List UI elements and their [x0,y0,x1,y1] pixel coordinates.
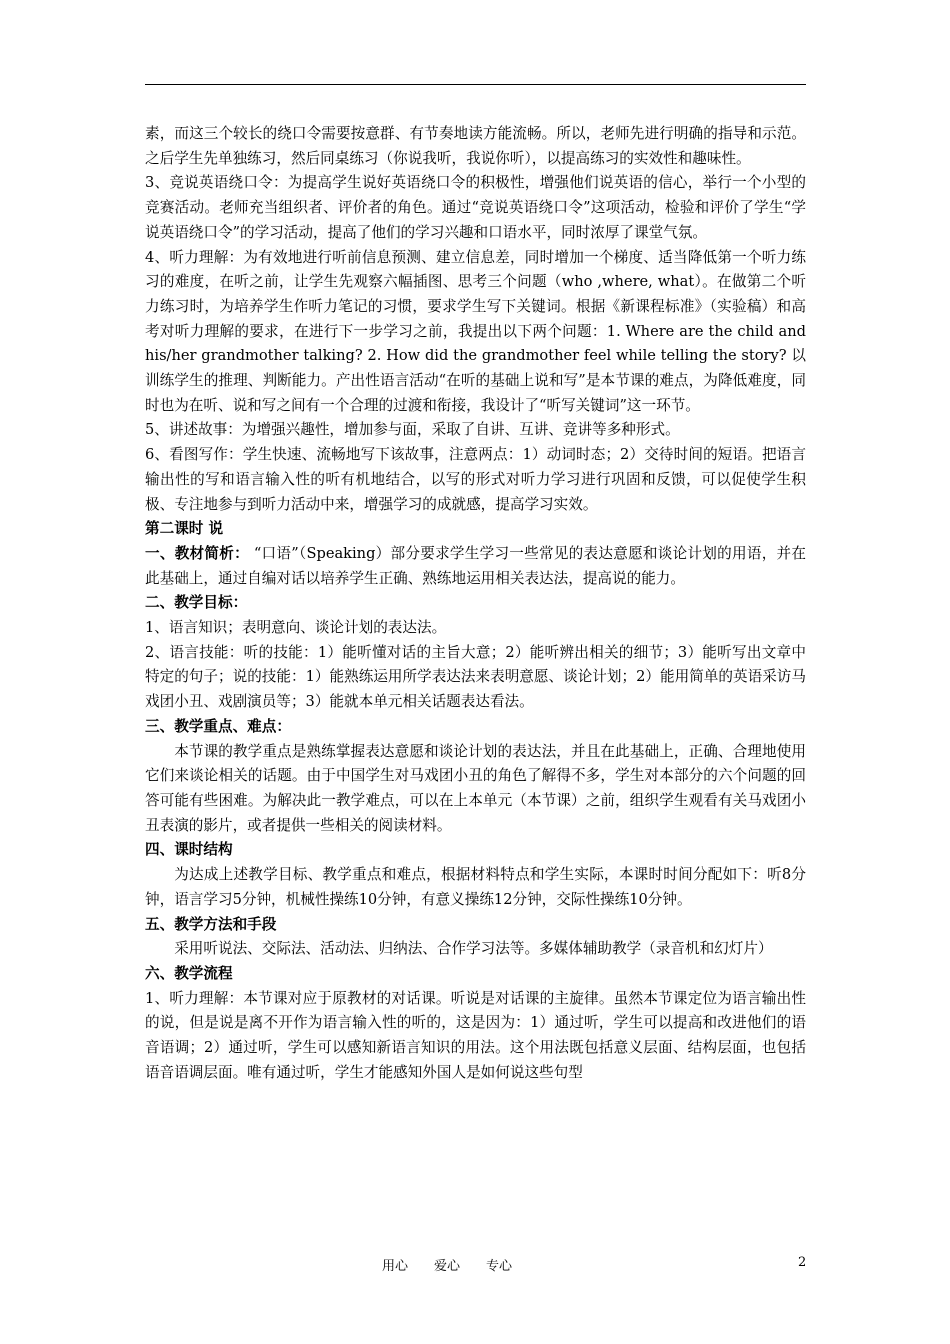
paragraph-text: 为达成上述教学目标、教学重点和难点，根据材料特点和学生实际，本课时时间分配如下：听8分钟，语言学习5分钟，机械性操练10分钟，有意义操练12分钟，交际性操练10分钟。 [145,866,806,908]
body-paragraph [145,641,806,715]
body-paragraph [145,863,806,912]
paragraph-text: 素，而这三个较长的绕口令需要按意群、有节奏地读方能流畅。所以，老师先进行明确的指导和示范。之后学生先单独练习，然后同桌练习（你说我听，我说你听），以提高练习的实效性和趣味性。 [145,125,806,167]
body-paragraph [145,246,806,419]
section-heading [145,913,806,938]
body-paragraph [145,122,806,171]
paragraph-text: “口语”（Speaking）部分要求学生学习一些常见的表达意愿和谈论计划的用语，并在此基础上，通过自编对话以培养学生正确、熟练地运用相关表达法，提高说的能力。 [145,544,806,587]
paragraph-text: 6、看图写作：学生快速、流畅地写下该故事，注意两点：1）动词时态；2）交待时间的短语。把语言输出性的写和语言输入性的听有机地结合，以写的形式对听力学习进行巩固和反馈，可以促使学生积极、专注地参与到听力活动中来，增强学习的成就感，提高学习实效。 [145,446,806,513]
body-paragraph [145,987,806,1086]
body-paragraph [145,740,806,839]
paragraph-text: 5、讲述故事：为增强兴趣性，增加参与面，采取了自讲、互讲、竞讲等多种形式。 [145,421,680,439]
body-paragraph [145,542,806,591]
paragraph-text: 3、竞说英语绕口令：为提高学生说好英语绕口令的积极性，增强他们说英语的信心，举行一个小型的竞赛活动。老师充当组织者、评价者的角色。通过“竞说英语绕口令”这项活动，检验和评价了学生“学说英语绕口令”的学习活动，提高了他们的学习兴趣和口语水平，同时浓厚了课堂气氛。 [145,174,806,241]
section-heading [145,517,806,542]
paragraph-text: 采用听说法、交际法、活动法、归纳法、合作学习法等。多媒体辅助教学（录音机和幻灯片） [174,940,773,958]
heading-text: 三、教学重点、难点： [145,717,291,735]
heading-text: 五、教学方法和手段 [145,915,277,933]
paragraph-text: 2、语言技能：听的技能：1）能听懂对话的主旨大意；2）能听辨出相关的细节；3）能听写出文章中特定的句子；说的技能：1）能熟练运用所学表达法来表明意愿、谈论计划；2）能用简单的英语采访马戏团小丑、戏剧演员等；3）能就本单元相关话题表达看法。 [145,643,806,711]
heading-text: 六、教学流程 [145,964,233,982]
section-heading [145,838,806,863]
paragraph-text: 4、听力理解：为有效地进行听前信息预测、建立信息差，同时增加一个梯度、适当降低第一个听力练习的难度，在听之前，让学生先观察六幅插图、思考三个问题（who ,where, what）。在做第二个听力练习时，为培养学生作听力笔记的习惯，要求学生写下关键词。根据《新课程标准》（实验稿）和高考对听力理解的要求，在进行下一步学习之前，我提出以下两个问题：1. Where are the child and his/her grandmother talking? 2. How did the grandmother feel while telling the story? 以训练学生的推理、判断能力。产出性语言活动“在听的基础上说和写”是本节课的难点，为降低难度，同时也为在听、说和写之间有一个合理的过渡和衔接，我设计了“听写关键词”这一环节。 [145,248,806,414]
header-rule [145,84,806,85]
body-paragraph [145,616,806,641]
heading-text: 一、教材简析： [145,544,249,562]
section-heading [145,962,806,987]
page-footer [0,1255,950,1275]
body-paragraph [145,443,806,517]
body-paragraph [145,418,806,443]
page-number: 2 [798,1255,807,1270]
document-body [145,122,806,1085]
paragraph-text: 本节课的教学重点是熟练掌握表达意愿和谈论计划的表达法，并且在此基础上，正确、合理地使用它们来谈论相关的话题。由于中国学生对马戏团小丑的角色了解得不多，学生对本部分的六个问题的回答可能有些困难。为解决此一教学难点，可以在上本单元（本节课）之前，组织学生观看有关马戏团小丑表演的影片，或者提供一些相关的阅读材料。 [145,742,806,834]
body-paragraph [145,171,806,245]
paragraph-text: 1、语言知识；表明意向、谈论计划的表达法。 [145,619,447,637]
heading-text: 四、课时结构 [145,841,233,859]
body-paragraph [145,937,806,962]
section-heading [145,591,806,616]
heading-text: 第二课时 说 [145,520,224,538]
footer-motto: 用心 爱心 专心 [382,1259,513,1274]
paragraph-text: 1、听力理解：本节课对应于原教材的对话课。听说是对话课的主旋律。虽然本节课定位为语言输出性的说，但是说是离不开作为语言输入性的听的，这是因为：1）通过听，学生可以提高和改进他们的语音语调；2）通过听，学生可以感知新语言知识的用法。这个用法既包括意义层面、结构层面，也包括语音语调层面。唯有通过听，学生才能感知外国人是如何说这些句型 [145,989,806,1081]
section-heading [145,715,806,740]
heading-text: 二、教学目标： [145,594,248,612]
